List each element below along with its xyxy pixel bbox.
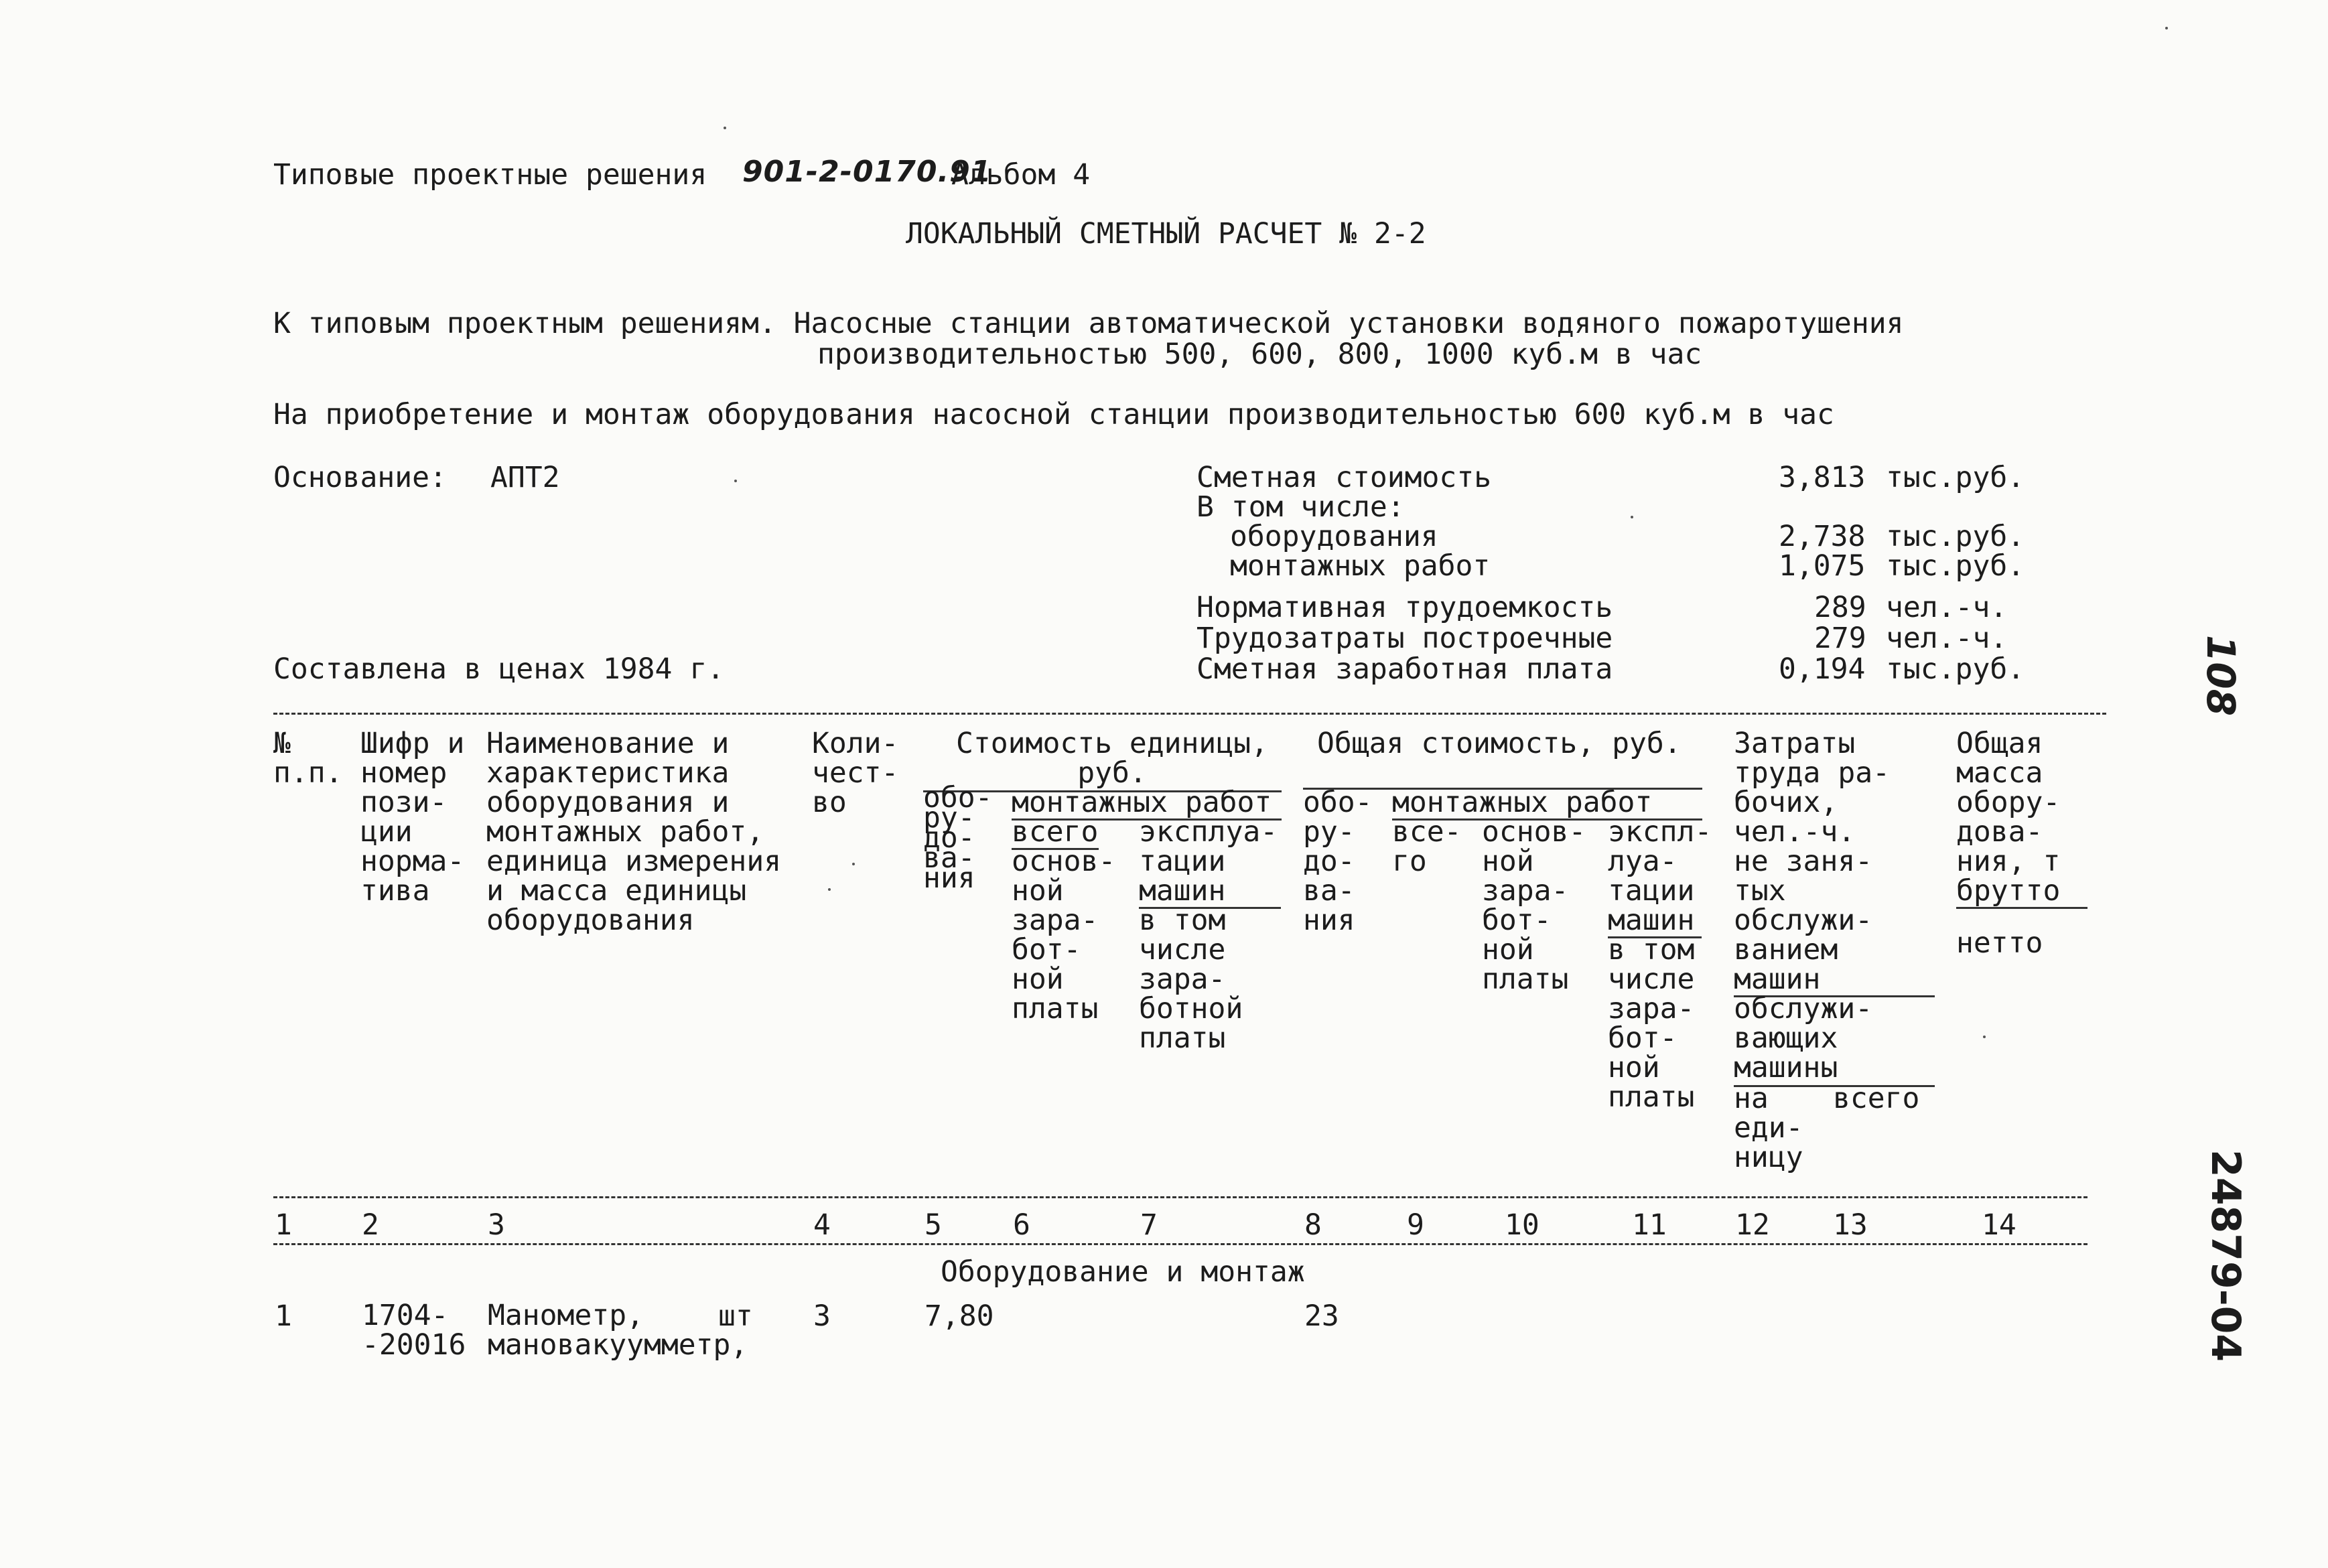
summary-unit-estimate: тыс.руб. [1886, 461, 2025, 494]
summary-value-wages: 0,194 [1779, 652, 1866, 686]
column-number: 6 [1013, 1208, 1030, 1242]
series-code: 901-2-0170.91 [742, 155, 992, 189]
summary-value-estimate: 3,813 [1779, 461, 1866, 494]
header-quantity: Коли- чест- во [812, 727, 899, 819]
summary-label-equipment: оборудования [1230, 520, 1438, 553]
header-name: Наименование и характеристика оборудования и монтажных работ, единица измерения и масса единицы оборудования [486, 727, 782, 937]
summary-unit-labor-norm: чел.-ч. [1886, 591, 2008, 624]
header-labor: Затраты труда ра- бочих, чел.-ч. не заня- тых обслужи- ванием машин [1734, 727, 1890, 996]
header-total-machines: экспл- луа- тации машин [1608, 815, 1712, 937]
column-number: 4 [813, 1208, 831, 1242]
summary-label-estimate: Сметная стоимость [1196, 461, 1492, 494]
column-number: 13 [1833, 1208, 1868, 1242]
header-labor-per-unit: на еди- ницу [1734, 1082, 1803, 1174]
scan-speck [734, 480, 737, 482]
row-quantity: 3 [813, 1299, 831, 1333]
summary-value-labor-norm: 289 [1814, 591, 1866, 624]
column-number: 14 [1982, 1208, 2016, 1242]
header-unit-total: всего [1012, 815, 1099, 849]
summary-unit-wages: тыс.руб. [1886, 652, 2025, 686]
row-unit: шт [718, 1299, 753, 1333]
table-top-rule [273, 713, 2106, 715]
row-number: 1 [275, 1299, 292, 1333]
prices-note: Составлена в ценах 1984 г. [273, 652, 725, 686]
column-numbers-rule [273, 1243, 2087, 1245]
basis-label: Основание: [273, 461, 447, 494]
scan-speck [852, 863, 855, 865]
mass-underline [1956, 907, 2087, 909]
summary-label-mounting: монтажных работ [1230, 549, 1491, 583]
row-unit-price: 7,80 [925, 1299, 994, 1333]
header-mass-netto: нетто [1956, 926, 2043, 960]
scan-speck [2165, 27, 2168, 29]
scan-speck [828, 888, 831, 891]
header-unit-equipment: обо- ру- до- ва- ния [923, 781, 993, 895]
column-number: 2 [362, 1208, 379, 1242]
header-unit-machines: эксплуа- тации машин [1139, 815, 1278, 908]
summary-value-equipment: 2,738 [1779, 520, 1866, 553]
project-line-2: производительностью 500, 600, 800, 1000 куб.м в час [817, 338, 1702, 371]
header-total-all: все- го [1392, 815, 1462, 878]
header-unit-total-wages: основ- ной зара- бот- ной платы [1012, 845, 1116, 1025]
header-total-mounting: монтажных работ [1392, 786, 1653, 819]
page-number: 108 [2198, 635, 2244, 717]
header-total-basic-wages: основ- ной зара- бот- ной платы [1482, 815, 1586, 996]
summary-value-labor-site: 279 [1814, 622, 1866, 655]
project-line-1: К типовым проектным решениям. Насосные станции автоматической установки водяного пожаротушения [273, 307, 1904, 340]
column-number: 10 [1505, 1208, 1539, 1242]
header-bottom-rule [273, 1196, 2087, 1198]
column-number: 11 [1632, 1208, 1667, 1242]
column-number: 5 [925, 1208, 942, 1242]
column-number: 8 [1304, 1208, 1322, 1242]
header-total-machines-wages: в том числе зара- бот- ной платы [1608, 933, 1695, 1114]
row-name: Манометр, мановакуумметр, [488, 1299, 748, 1362]
header-labor-serving: обслужи- вающих машины [1734, 992, 1873, 1084]
header-labor-all: всего [1833, 1082, 1920, 1115]
summary-label-labor-norm: Нормативная трудоемкость [1196, 591, 1613, 624]
summary-value-mounting: 1,075 [1779, 549, 1866, 583]
header-mass: Общая масса обору- дова- ния, т брутто [1956, 727, 2061, 908]
summary-unit-mounting: тыс.руб. [1886, 549, 2025, 583]
column-number: 1 [275, 1208, 292, 1242]
basis-value: АПТ2 [490, 461, 560, 494]
header-unit-cost: Стоимость единицы, руб. [956, 727, 1268, 790]
summary-unit-equipment: тыс.руб. [1886, 520, 2025, 553]
column-number: 3 [488, 1208, 505, 1242]
scan-speck [1631, 516, 1633, 518]
header-total-cost: Общая стоимость, руб. [1317, 727, 1682, 760]
row-total-equipment: 23 [1304, 1299, 1339, 1333]
summary-unit-labor-site: чел.-ч. [1886, 622, 2008, 655]
summary-label-including: В том числе: [1196, 490, 1405, 524]
header-unit-mounting: монтажных работ [1012, 786, 1272, 819]
column-number: 7 [1140, 1208, 1158, 1242]
section-title: Оборудование и монтаж [941, 1255, 1305, 1289]
header-code: Шифр и номер пози- ции норма- тива [360, 727, 465, 908]
header-total-equipment: обо- ру- до- ва- ния [1303, 786, 1373, 937]
column-number: 12 [1735, 1208, 1770, 1242]
summary-label-labor-site: Трудозатраты построечные [1196, 622, 1613, 655]
summary-label-wages: Сметная заработная плата [1196, 652, 1613, 686]
scan-speck [724, 127, 726, 129]
purpose-line: На приобретение и монтаж оборудования насосной станции производительностью 600 куб.м в час [273, 398, 1834, 431]
document-number: 24879-04 [2202, 1149, 2249, 1362]
header-number: № п.п. [273, 727, 343, 790]
series-label: Типовые проектные решения [273, 158, 707, 192]
scan-speck [1983, 1036, 1986, 1038]
album-label: Альбом 4 [951, 158, 1091, 192]
column-number: 9 [1407, 1208, 1424, 1242]
header-unit-machines-wages: в том числе зара- ботной платы [1139, 904, 1243, 1055]
document-title: ЛОКАЛЬНЫЙ СМЕТНЫЙ РАСЧЕТ № 2-2 [906, 217, 1426, 251]
row-code: 1704- -20016 [362, 1299, 466, 1362]
